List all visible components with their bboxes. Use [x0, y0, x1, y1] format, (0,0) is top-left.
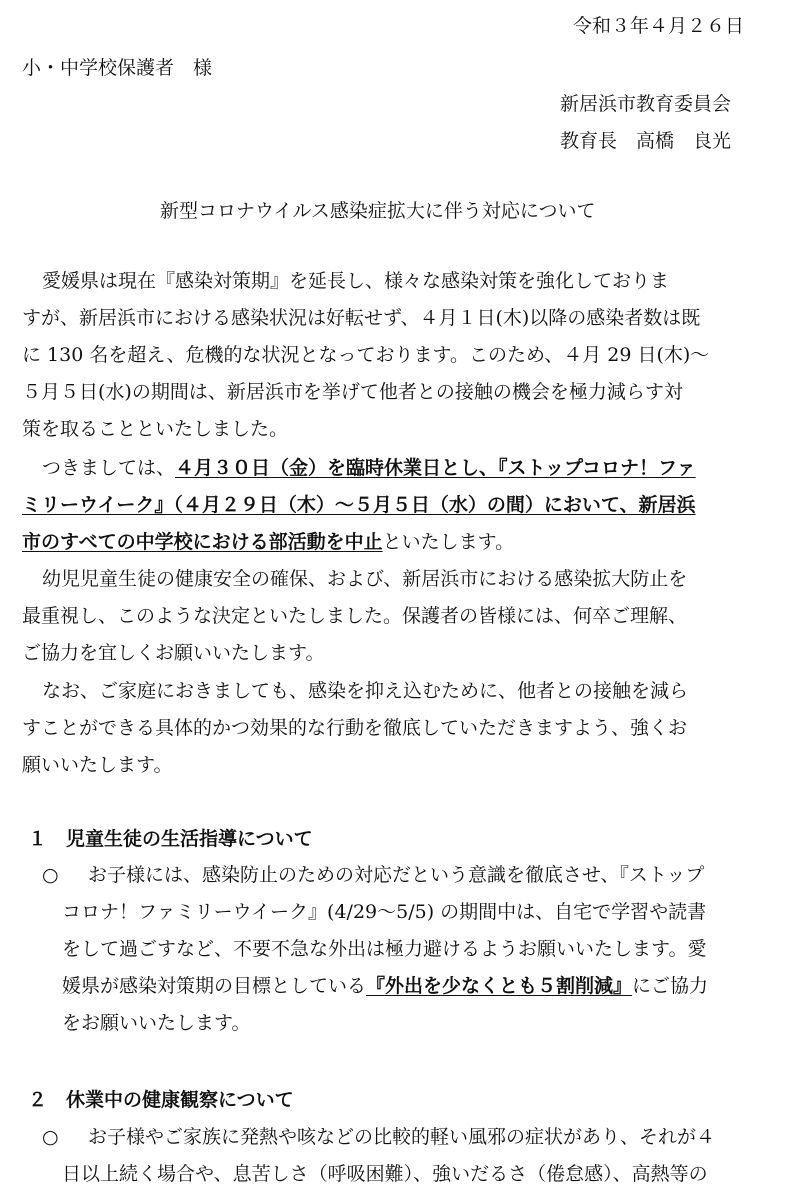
club-activity-suspension: 市のすべての中学校における部活動を中止 — [22, 531, 383, 553]
paragraph-1-line-2: すが、新居浜市における感染状況は好転せず、４月１日(木)以降の感染者数は既 — [22, 307, 701, 329]
sender-name: 教育長 高橋 良光 — [560, 130, 732, 152]
paragraph-4-line-3: 願いいたします。 — [22, 754, 173, 776]
paragraph-2-line-3 — [22, 530, 514, 554]
section-1-line-1: お子様には、感染防止のための対応だという意識を徹底させ、『ストップ — [88, 864, 705, 886]
paragraph-2-line-2: ミリーウイーク』（４月２９日（木）～５月５日（水）の間）において、新居浜 — [22, 494, 696, 516]
section-1-line-3: をして過ごすなど、不要不急な外出は極力避けるようお願いいたします。愛 — [62, 938, 707, 960]
paragraph-2-line-1 — [42, 456, 696, 480]
section-2-line-2: 日以上続く場合や、息苦しさ（呼吸困難）、強いだるさ（倦怠感）、高熱等の — [62, 1163, 708, 1185]
paragraph-1-line-5: 策を取ることといたしました。 — [22, 418, 289, 440]
outing-reduction-goal: 『外出を少なくとも５割削減』 — [366, 975, 633, 997]
section-1-line-4-lead: 媛県が感染対策期の目標としている — [62, 975, 367, 997]
section-1-bullet: ○ — [42, 864, 59, 886]
section-2-bullet: ○ — [42, 1126, 59, 1148]
paragraph-4-line-1: なお、ご家庭におきましても、感染を抑え込むために、他者との接触を減ら — [42, 680, 689, 702]
paragraph-1-line-3: に 130 名を超え、危機的な状況となっております。このため、４月 29 日(木)～ — [22, 344, 710, 366]
issue-date: 令和３年４月２６日 — [573, 15, 745, 37]
paragraph-3-line-3: ご協力を宜しくお願いいたします。 — [22, 642, 325, 664]
paragraph-1-line-1: 愛媛県は現在『感染対策期』を延長し、様々な感染対策を強化しておりま — [42, 270, 670, 292]
paragraph-1-line-4: ５月５日(水)の期間は、新居浜市を挙げて他者との接触の機会を極力減らす対 — [22, 381, 683, 403]
paragraph-3-line-1: 幼児児童生徒の健康安全の確保、および、新居浜市における感染拡大防止を — [42, 568, 688, 590]
section-2-line-1: お子様やご家族に発熱や咳などの比較的軽い風邪の症状があり、それが４ — [88, 1126, 716, 1148]
section-1-line-4 — [62, 974, 708, 998]
paragraph-3-line-2: 最重視し、このような決定といたしました。保護者の皆様には、何卒ご理解、 — [22, 605, 688, 627]
recipient: 小・中学校保護者 様 — [22, 57, 213, 79]
closure-notice: ４月３０日（金）を臨時休業日とし、『ストップコロナ！ファ — [175, 457, 696, 479]
paragraph-4-line-2: すことができる具体的かつ効果的な行動を徹底していただきますよう、強くお — [22, 717, 688, 739]
section-2-heading: ２ 休業中の健康観察について — [28, 1089, 294, 1111]
section-1-line-5: をお願いいたします。 — [62, 1012, 251, 1034]
paragraph-2-tail: といたします。 — [382, 531, 515, 553]
section-1-heading: １ 児童生徒の生活指導について — [28, 828, 313, 850]
section-1-line-4-tail: にご協力 — [632, 975, 709, 997]
paragraph-2-lead: つきましては、 — [42, 457, 176, 479]
section-1-line-2: コロナ！ファミリーウイーク』(4/29～5/5) の期間中は、自宅で学習や読書 — [62, 901, 707, 923]
sender-organization: 新居浜市教育委員会 — [560, 93, 732, 115]
document-title: 新型コロナウイルス感染症拡大に伴う対応について — [160, 200, 596, 222]
